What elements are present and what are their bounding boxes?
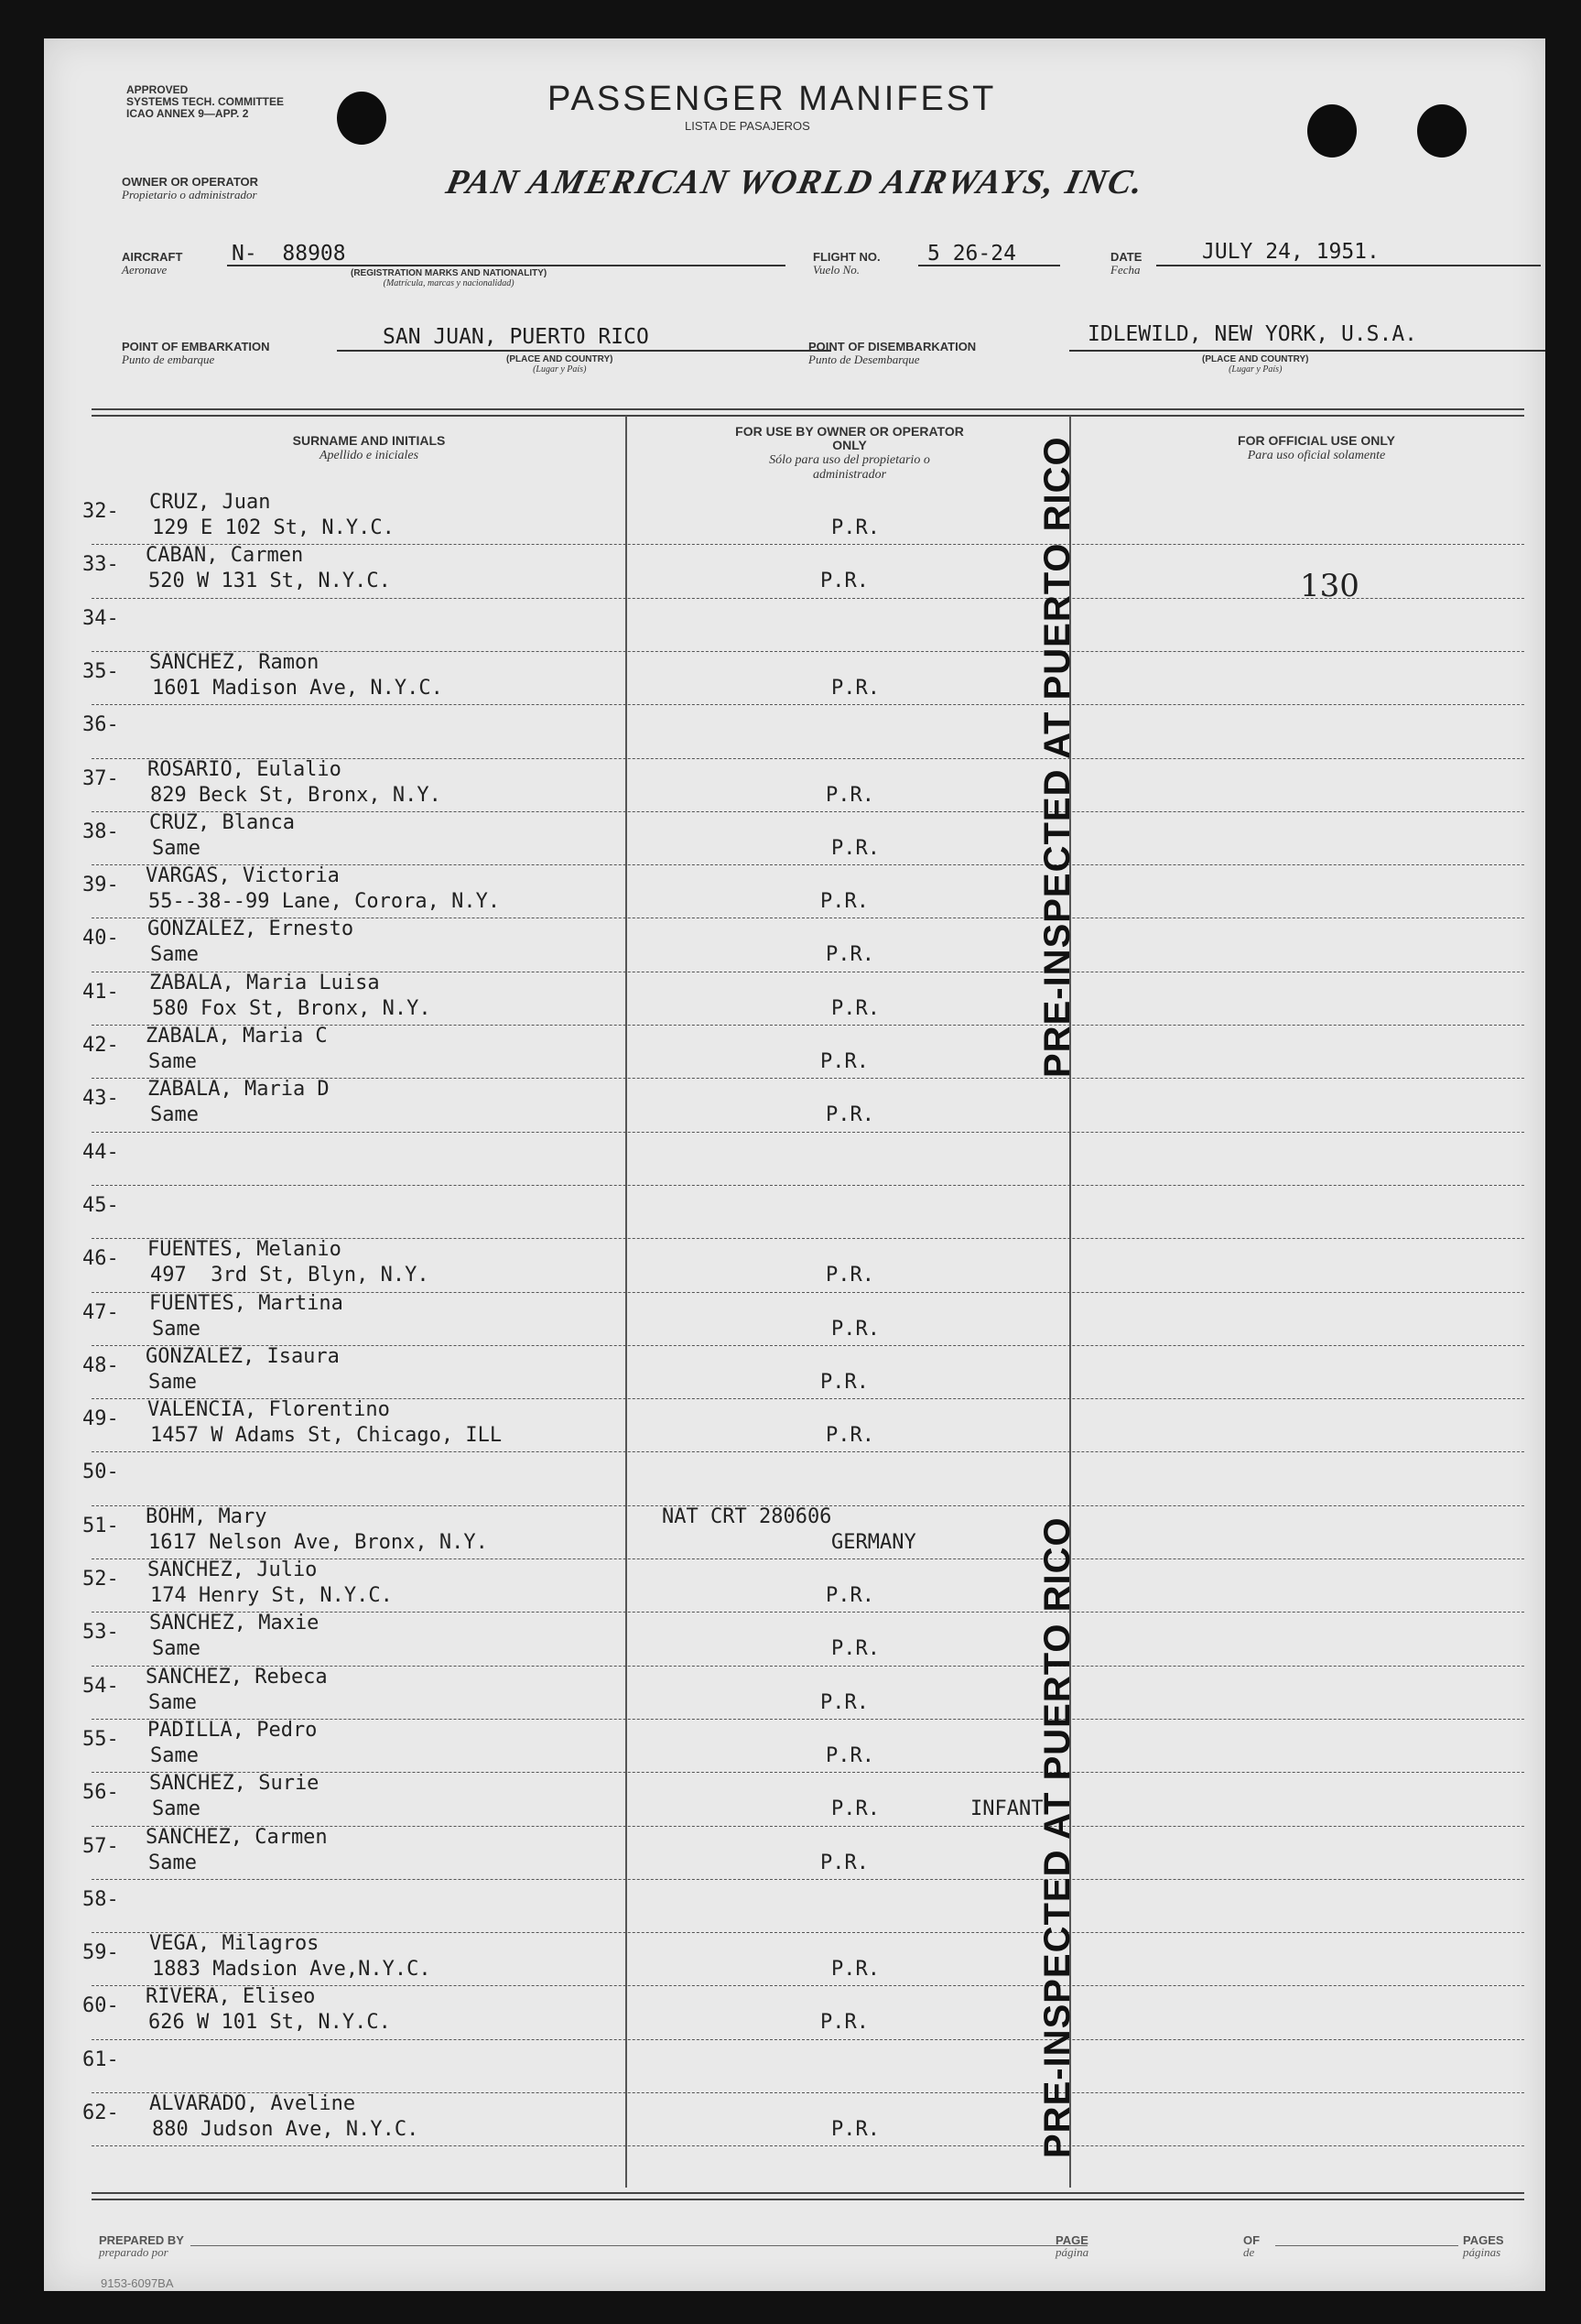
form-number: 9153-6097BA xyxy=(101,2276,174,2290)
disembark-label-en: POINT OF DISEMBARKATION xyxy=(808,340,977,353)
row-number: 45- xyxy=(82,1193,119,1217)
row-number: 36- xyxy=(82,713,119,737)
aircraft-label-es: Aeronave xyxy=(122,263,168,277)
passenger-address: Same xyxy=(150,1103,199,1127)
row-number: 48- xyxy=(82,1353,119,1377)
aircraft-label-en: AIRCRAFT xyxy=(122,250,183,264)
passenger-name: ROSARIO, Eulalio xyxy=(147,757,341,781)
embark-place-note xyxy=(506,354,612,375)
passenger-address: 174 Henry St, N.Y.C. xyxy=(150,1584,393,1607)
pages-label xyxy=(1463,2234,1504,2258)
row-number: 57- xyxy=(82,1834,119,1858)
row-number: 35- xyxy=(82,659,119,683)
row-number: 55- xyxy=(82,1727,119,1751)
prepared-by-line xyxy=(190,2245,1088,2246)
prepared-label-es: preparado por xyxy=(99,2245,168,2259)
row-divider xyxy=(92,1879,1524,1880)
of-label xyxy=(1243,2234,1260,2258)
row-number: 46- xyxy=(82,1247,119,1271)
owner-use-note: P.R. xyxy=(831,2118,880,2141)
embark-label-es: Punto de embarque xyxy=(122,353,215,366)
disembark-label-es: Punto de Desembarque xyxy=(808,353,920,366)
place-note-es: (Lugar y País) xyxy=(533,364,587,375)
flight-underline xyxy=(918,265,1060,266)
passenger-name: SANCHEZ, Maxie xyxy=(149,1612,319,1635)
row-number: 33- xyxy=(82,553,119,577)
passenger-name: SANCHEZ, Carmen xyxy=(146,1825,328,1849)
owner-use-note: P.R. xyxy=(831,1637,880,1661)
owner-use-note: P.R. xyxy=(831,516,880,539)
page-label-en: PAGE xyxy=(1056,2233,1088,2247)
row-divider xyxy=(92,1132,1524,1133)
row-number: 51- xyxy=(82,1514,119,1537)
passenger-name: RIVERA, Eliseo xyxy=(146,1985,316,2009)
pre-inspected-stamp: PRE-INSPECTED AT PUERTO RICO xyxy=(1037,436,1077,1078)
row-divider xyxy=(92,1451,1524,1452)
owner-use-note: P.R. xyxy=(820,570,869,593)
name-header-es: Apellido e iniciales xyxy=(319,449,419,462)
row-number: 62- xyxy=(82,2101,119,2124)
place-note-en: (PLACE AND COUNTRY) xyxy=(1202,354,1309,364)
passenger-name: SANCHEZ, Julio xyxy=(147,1558,318,1581)
row-number: 42- xyxy=(82,1034,119,1057)
passenger-name: VARGAS, Victoria xyxy=(146,864,340,888)
row-divider xyxy=(92,2145,1524,2146)
owner-label xyxy=(122,176,258,201)
passenger-address: Same xyxy=(152,1637,200,1661)
owner-use-note: P.R. xyxy=(820,2011,869,2035)
passenger-name: FUENTES, Melanio xyxy=(147,1238,341,1262)
punch-hole-right-1 xyxy=(1307,104,1357,157)
embark-underline xyxy=(337,350,831,352)
official-header-en: FOR OFFICIAL USE ONLY xyxy=(1238,433,1395,448)
passenger-name: VALENCIA, Florentino xyxy=(147,1398,390,1422)
of-label-es: de xyxy=(1243,2245,1255,2259)
page-label-es: página xyxy=(1056,2245,1089,2259)
row-divider xyxy=(92,544,1524,545)
owner-use-note: NAT CRT 280606 xyxy=(662,1504,832,1528)
owner-use-header-es: Sólo para uso del propietario o administrador xyxy=(769,453,930,482)
passenger-address: 55--38--99 Lane, Corora, N.Y. xyxy=(148,890,501,914)
owner-use-note: P.R. xyxy=(820,1050,869,1073)
passenger-address: Same xyxy=(152,1797,200,1821)
column-divider-1 xyxy=(625,416,627,2188)
row-number: 56- xyxy=(82,1781,119,1805)
passenger-name: PADILLA, Pedro xyxy=(147,1718,318,1742)
passenger-address: 1457 W Adams St, Chicago, ILL xyxy=(150,1424,503,1448)
owner-use-note: P.R. xyxy=(826,1424,874,1448)
official-header-es: Para uso oficial solamente xyxy=(1247,449,1386,462)
passenger-address: 497 3rd St, Blyn, N.Y. xyxy=(150,1264,429,1287)
embark-label-en: POINT OF EMBARKATION xyxy=(122,340,270,353)
prepared-label-en: PREPARED BY xyxy=(99,2233,184,2247)
aircraft-label xyxy=(122,251,182,277)
passenger-name: BOHM, Mary xyxy=(146,1504,267,1528)
passenger-address: 520 W 131 St, N.Y.C. xyxy=(148,570,391,593)
row-number: 37- xyxy=(82,766,119,790)
owner-use-note: P.R. xyxy=(831,676,880,700)
registration-note xyxy=(351,268,547,288)
embark-value: SAN JUAN, PUERTO RICO xyxy=(383,325,649,349)
flight-value: 5 26-24 xyxy=(927,242,1016,266)
passenger-name: SANCHEZ, Surie xyxy=(149,1772,319,1796)
passenger-address: 829 Beck St, Bronx, N.Y. xyxy=(150,783,441,807)
passenger-name: VEGA, Milagros xyxy=(149,1932,319,1956)
row-number: 34- xyxy=(82,606,119,630)
passenger-address: 129 E 102 St, N.Y.C. xyxy=(152,516,395,539)
row-number: 52- xyxy=(82,1568,119,1591)
passenger-address: Same xyxy=(150,1743,199,1767)
row-number: 32- xyxy=(82,500,119,523)
row-divider xyxy=(92,1185,1524,1186)
pages-line xyxy=(1275,2245,1458,2246)
table-top-rule xyxy=(92,408,1524,417)
owner-use-note: P.R. xyxy=(820,1851,869,1874)
passenger-address: 1883 Madsion Ave,N.Y.C. xyxy=(152,1958,431,1982)
pre-inspected-stamp: PRE-INSPECTED AT PUERTO RICO xyxy=(1037,1516,1077,2158)
passenger-address: 880 Judson Ave, N.Y.C. xyxy=(152,2118,419,2141)
name-header-en: SURNAME AND INITIALS xyxy=(292,433,446,448)
place-note-es: (Lugar y País) xyxy=(1229,364,1283,375)
row-number: 61- xyxy=(82,2047,119,2071)
owner-use-note: P.R. xyxy=(831,836,880,860)
date-label-en: DATE xyxy=(1110,250,1142,264)
owner-use-note-extra: GERMANY xyxy=(831,1530,916,1554)
aircraft-value: N- 88908 xyxy=(232,242,346,266)
passenger-name: ZABALA, Maria Luisa xyxy=(149,971,380,994)
approval-line: APPROVED xyxy=(126,83,189,96)
passenger-address: 1617 Nelson Ave, Bronx, N.Y. xyxy=(148,1530,488,1554)
passenger-address: 1601 Madison Ave, N.Y.C. xyxy=(152,676,443,700)
passenger-address: Same xyxy=(148,1050,197,1073)
owner-use-note: P.R. xyxy=(831,1317,880,1341)
owner-use-note: P.R. xyxy=(826,783,874,807)
date-underline xyxy=(1156,265,1541,266)
owner-use-note: P.R. xyxy=(826,1743,874,1767)
of-label-en: OF xyxy=(1243,2233,1261,2247)
approval-note xyxy=(126,84,284,120)
date-label-es: Fecha xyxy=(1110,263,1141,277)
registration-note-es: (Matrícula, marcas y nacionalidad) xyxy=(383,278,514,288)
owner-use-note: P.R. xyxy=(831,1797,880,1821)
row-number: 53- xyxy=(82,1621,119,1645)
row-divider xyxy=(92,811,1524,812)
page-title: PASSENGER MANIFEST xyxy=(547,80,997,118)
passenger-name: GONZALEZ, Isaura xyxy=(146,1344,340,1368)
owner-use-note: P.R. xyxy=(820,890,869,914)
row-divider xyxy=(92,2039,1524,2040)
row-number: 40- xyxy=(82,927,119,950)
column-header-name xyxy=(126,434,612,462)
passenger-address: Same xyxy=(148,1851,197,1874)
approval-line: SYSTEMS TECH. COMMITTEE xyxy=(126,95,285,108)
date-value: JULY 24, 1951. xyxy=(1202,240,1380,264)
row-number: 50- xyxy=(82,1461,119,1484)
owner-use-note: P.R. xyxy=(831,996,880,1020)
flight-label-en: FLIGHT NO. xyxy=(813,250,881,264)
passenger-address: Same xyxy=(152,836,200,860)
passenger-address: Same xyxy=(148,1690,197,1714)
registration-note-en: (REGISTRATION MARKS AND NATIONALITY) xyxy=(351,268,547,278)
pages-label-es: páginas xyxy=(1463,2245,1501,2259)
row-number: 38- xyxy=(82,820,119,843)
passenger-name: SANCHEZ, Ramon xyxy=(149,650,319,674)
official-mark: 130 xyxy=(1300,568,1359,604)
passenger-address: 626 W 101 St, N.Y.C. xyxy=(148,2011,391,2035)
table-bottom-rule xyxy=(92,2192,1524,2200)
owner-label-es: Propietario o administrador xyxy=(122,188,257,201)
disembark-label xyxy=(808,341,976,366)
disembark-value: IDLEWILD, NEW YORK, U.S.A. xyxy=(1088,322,1418,346)
embark-label xyxy=(122,341,270,366)
punch-hole-right-2 xyxy=(1417,104,1467,157)
page-subtitle: LISTA DE PASAJEROS xyxy=(685,119,810,133)
passenger-address: Same xyxy=(150,943,199,967)
row-number: 44- xyxy=(82,1140,119,1164)
passenger-name: FUENTES, Martina xyxy=(149,1291,343,1315)
owner-use-note: P.R. xyxy=(820,1370,869,1394)
passenger-name: ZABALA, Maria C xyxy=(146,1025,328,1048)
row-number: 60- xyxy=(82,1994,119,2018)
passenger-name: ALVARADO, Aveline xyxy=(149,2092,356,2115)
owner-use-note: P.R. xyxy=(826,1103,874,1127)
owner-use-note: P.R. xyxy=(826,1264,874,1287)
row-number: 58- xyxy=(82,1887,119,1911)
owner-use-note-extra: INFANT xyxy=(970,1797,1044,1821)
passenger-name: SANCHEZ, Rebeca xyxy=(146,1665,328,1689)
flight-label-es: Vuelo No. xyxy=(813,263,861,277)
row-number: 59- xyxy=(82,1941,119,1965)
passenger-name: CABAN, Carmen xyxy=(146,544,304,568)
owner-use-note: P.R. xyxy=(826,943,874,967)
disembark-underline xyxy=(1069,350,1545,352)
aircraft-underline xyxy=(227,265,785,266)
approval-line: ICAO ANNEX 9—APP. 2 xyxy=(126,107,249,120)
row-number: 49- xyxy=(82,1407,119,1431)
passenger-name: ZABALA, Maria D xyxy=(147,1078,330,1102)
column-header-official xyxy=(1142,434,1490,462)
passenger-address: 580 Fox St, Bronx, N.Y. xyxy=(152,996,431,1020)
pages-label-en: PAGES xyxy=(1463,2233,1504,2247)
manifest-page xyxy=(44,38,1545,2291)
passenger-address: Same xyxy=(152,1317,200,1341)
owner-use-header-en: FOR USE BY OWNER OR OPERATOR ONLY xyxy=(735,424,964,452)
flight-label xyxy=(813,251,881,277)
disembark-place-note xyxy=(1202,354,1308,375)
row-number: 41- xyxy=(82,980,119,1004)
punch-hole-left xyxy=(337,92,386,145)
row-number: 47- xyxy=(82,1300,119,1324)
page-label xyxy=(1056,2234,1088,2258)
date-label xyxy=(1110,251,1142,277)
owner-name: PAN AMERICAN WORLD AIRWAYS, INC. xyxy=(442,163,1149,201)
owner-label-en: OWNER OR OPERATOR xyxy=(122,175,259,189)
place-note-en: (PLACE AND COUNTRY) xyxy=(506,354,613,364)
passenger-name: CRUZ, Blanca xyxy=(149,810,295,834)
owner-use-note: P.R. xyxy=(831,1958,880,1982)
row-number: 54- xyxy=(82,1674,119,1698)
row-number: 39- xyxy=(82,874,119,897)
row-number: 43- xyxy=(82,1087,119,1111)
row-divider xyxy=(92,704,1524,705)
passenger-name: CRUZ, Juan xyxy=(149,491,271,514)
owner-use-note: P.R. xyxy=(820,1690,869,1714)
column-header-owner-use xyxy=(735,425,964,482)
prepared-by-label xyxy=(99,2234,184,2258)
passenger-name: GONZALEZ, Ernesto xyxy=(147,918,354,941)
owner-use-note: P.R. xyxy=(826,1584,874,1607)
passenger-address: Same xyxy=(148,1370,197,1394)
